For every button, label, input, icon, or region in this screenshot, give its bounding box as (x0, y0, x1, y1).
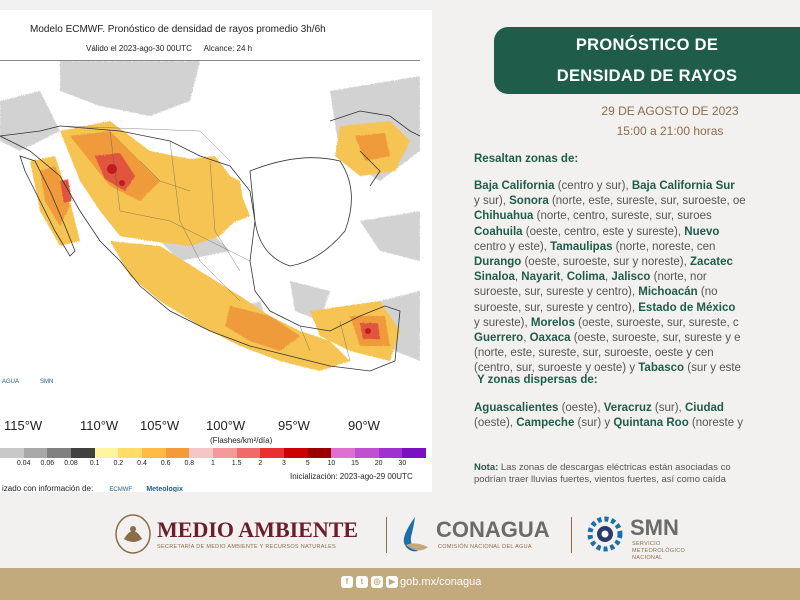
state-name: Baja California Sur (631, 180, 735, 192)
state-name: Oaxaca (529, 332, 571, 345)
smn-gear-icon (586, 515, 624, 553)
colorbar-swatch (402, 448, 426, 458)
colorbar-label: 0.2 (113, 460, 124, 467)
state-name: Zacatec (690, 256, 733, 269)
institutional-logos (0, 503, 800, 565)
state-name: Sinaloa (474, 271, 515, 284)
colorbar-label: 0.06 (40, 460, 55, 467)
map-title: Modelo ECMWF. Pronóstico de densidad de rayos promedio 3h/6h (30, 24, 326, 35)
colorbar-label: 0.8 (184, 460, 195, 467)
state-name: Durango (474, 256, 522, 269)
colorbar-units: (Flashes/km²/día) (210, 436, 273, 445)
forecast-time: 15:00 a 21:00 horas (616, 124, 724, 138)
instagram-icon[interactable]: ◎ (371, 576, 383, 588)
region-detail: (oeste, suroeste, sur, sureste, c (574, 316, 739, 329)
colorbar-label: 1 (211, 460, 215, 467)
footer-bar (0, 568, 800, 600)
region-detail: (no (697, 286, 718, 299)
note-line-1: Las zonas de descargas eléctricas están asociadas co (498, 462, 731, 473)
medio-ambiente-subtitle: SECRETARÍA DE MEDIO AMBIENTE Y RECURSOS NATURALES (157, 544, 337, 550)
colorbar-label: 20 (374, 460, 383, 467)
state-name: Tabasco (638, 362, 685, 375)
region-detail: (centro y sur), (554, 180, 632, 192)
text-line (474, 209, 800, 224)
region-detail: (sur), (651, 402, 685, 414)
colorbar-label: 30 (398, 460, 407, 467)
colorbar-swatch (355, 448, 379, 458)
smn-subtitle-3: NACIONAL (632, 555, 663, 561)
youtube-icon[interactable]: ▶ (386, 576, 398, 588)
text-line (474, 179, 800, 194)
colorbar-swatch (331, 448, 355, 458)
region-detail: , (514, 271, 522, 284)
region-detail: (sur y este (684, 362, 741, 375)
gob-mx-link[interactable]: gob.mx/conagua (400, 576, 482, 588)
colorbar-swatch (47, 448, 71, 458)
lon-label: 110°W (80, 418, 119, 433)
colorbar-swatch (237, 448, 261, 458)
region-detail: (oeste, suroeste, sur y noreste), (521, 256, 691, 269)
scattered-zones-text (474, 401, 800, 431)
colorbar-swatch (0, 448, 24, 458)
text-line (474, 225, 800, 240)
colorbar-swatch (260, 448, 284, 458)
colorbar-label: 0.4 (137, 460, 147, 467)
logo-divider (386, 517, 387, 553)
region-detail: (norte, nor (650, 271, 707, 284)
colorbar-swatch (95, 448, 119, 458)
longitude-axis (0, 418, 432, 436)
state-name: Nuevo (684, 225, 720, 238)
ecmwf-logo: ECMWF (109, 487, 133, 492)
smn-logo: SMN (630, 515, 679, 540)
colorbar-swatch (213, 448, 237, 458)
map-credit (2, 484, 183, 492)
state-name: Guerrero (474, 332, 524, 345)
map-init-date: Inicialización: 2023-ago-29 00UTC (290, 472, 413, 481)
state-name: Nayarit (521, 271, 561, 284)
text-line (474, 255, 800, 270)
highlight-zones-text (474, 179, 800, 377)
lon-label: 115°W (4, 418, 43, 433)
colorbar-label: 0.04 (16, 460, 31, 467)
colorbar-swatch (71, 448, 95, 458)
facebook-icon[interactable]: f (341, 576, 353, 588)
text-line (474, 331, 800, 346)
section-heading-scattered: Y zonas dispersas de: (477, 374, 598, 386)
region-detail: , (560, 271, 567, 284)
colorbar-label: 0.6 (160, 460, 171, 467)
region-detail: (norte, centro, sureste, sur, suroes (533, 210, 712, 223)
region-detail: , (523, 332, 530, 345)
text-line (474, 316, 800, 331)
colorbar-swatch (308, 448, 332, 458)
colorbar-label: 15 (351, 460, 359, 467)
region-detail: y sur), (474, 195, 510, 208)
lightning-density-map (0, 60, 420, 417)
state-name: Aguascalientes (474, 402, 559, 414)
region-detail: (norte, este, sureste, sur, suroeste, oeste y cen (474, 347, 714, 360)
colorbar-labels (0, 460, 432, 470)
state-name: Michoacán (638, 286, 698, 299)
colorbar-swatch (24, 448, 48, 458)
region-detail: (oeste, suroeste, sur, sureste y e (570, 332, 741, 345)
note-line-2: podrían traer lluvias fuertes, vientos fuertes, así como caída (474, 474, 726, 485)
colorbar-swatch (189, 448, 213, 458)
state-name: Veracruz (603, 402, 652, 414)
text-line (474, 401, 800, 416)
state-name: Estado de México (638, 301, 736, 314)
colorbar-swatch (284, 448, 308, 458)
region-detail: centro y este), (474, 240, 551, 253)
colorbar-swatch (166, 448, 190, 458)
forecast-date: 29 DE AGOSTO DE 2023 (601, 104, 739, 118)
state-name: Ciudad (684, 402, 724, 414)
colorbar-label: 0.1 (89, 460, 100, 467)
lon-label: 100°W (206, 418, 246, 433)
region-detail: (oeste), (474, 417, 517, 430)
lon-label: 90°W (348, 418, 380, 433)
region-detail: (oeste, centro, este y sureste), (522, 225, 685, 238)
region-detail: (norte, este, sureste, sur, suroeste, oe (548, 195, 746, 208)
conagua-drop-icon (398, 515, 432, 555)
text-line (474, 240, 800, 255)
lon-label: 105°W (140, 418, 180, 433)
map-subtitle (86, 44, 262, 53)
twitter-icon[interactable]: t (356, 576, 368, 588)
region-detail: (noreste y (688, 417, 744, 430)
region-detail: (sur) y (574, 417, 614, 430)
conagua-subtitle: COMISIÓN NACIONAL DEL AGUA (438, 544, 532, 550)
text-line (474, 270, 800, 285)
meteologix-logo: Meteologix (146, 486, 183, 492)
logo-divider (571, 517, 572, 553)
text-line (474, 301, 800, 316)
smn-subtitle-2: METEOROLÓGICO (632, 548, 686, 554)
credit-text: izado con información de: (2, 484, 94, 492)
colorbar-label: 1.5 (231, 460, 242, 467)
colorbar-label: 0.08 (64, 460, 78, 467)
conagua-logo: CONAGUA (436, 517, 550, 542)
text-line (474, 416, 800, 431)
state-name: Colima (566, 271, 606, 284)
colorbar-label: 2 (258, 460, 263, 467)
colorbar-swatch (142, 448, 166, 458)
title-line-2: DENSIDAD DE RAYOS (556, 66, 738, 85)
text-line (474, 194, 800, 209)
inset-conagua-logo: AGUA (2, 379, 20, 385)
social-icons (341, 576, 398, 588)
note-text (474, 462, 800, 486)
state-name: Quintana Roo (613, 417, 689, 430)
state-name: Morelos (530, 316, 575, 329)
state-name: Campeche (516, 417, 575, 430)
region-detail: (norte, noreste, cen (612, 240, 716, 253)
colorbar-label: 5 (305, 460, 310, 467)
lon-label: 95°W (278, 418, 310, 433)
colorbar-swatch (379, 448, 403, 458)
region-detail: y sureste), (474, 316, 531, 329)
colorbar-label: 3 (282, 460, 286, 467)
colorbar (0, 448, 426, 458)
map-range: Alcance: 24 h (203, 44, 253, 53)
region-detail: suroeste, sur, sureste y centro), (474, 286, 639, 299)
text-line (474, 285, 800, 300)
state-name: Sonora (509, 195, 549, 208)
text-line (474, 346, 800, 361)
region-detail: , (605, 271, 612, 284)
state-name: Coahuila (474, 225, 523, 238)
state-name: Tamaulipas (550, 240, 613, 253)
medio-ambiente-logo: MEDIO AMBIENTE (157, 517, 359, 542)
mexico-coat-of-arms-icon (114, 513, 152, 555)
inset-smn-logo: SMN (40, 379, 54, 385)
state-name: Jalisco (611, 271, 651, 284)
state-name: Baja California (474, 180, 555, 192)
colorbar-swatch (118, 448, 142, 458)
title-line-1: PRONÓSTICO DE (575, 35, 719, 54)
smn-subtitle-1: SERVICIO (632, 541, 661, 547)
region-detail: (oeste), (558, 402, 604, 414)
region-detail: suroeste, sur, sureste y centro), (474, 301, 639, 314)
map-valid-date: Válido el 2023-ago-30 00UTC (86, 44, 192, 53)
note-label: Nota: (474, 462, 499, 473)
state-name: Chihuahua (474, 210, 534, 223)
title-banner (494, 27, 800, 94)
region-detail: (centro, sur, suroeste y oeste) y (474, 362, 639, 375)
colorbar-label: 10 (327, 460, 336, 467)
forecast-map-panel (0, 10, 432, 492)
section-heading-highlight: Resaltan zonas de: (474, 153, 579, 165)
